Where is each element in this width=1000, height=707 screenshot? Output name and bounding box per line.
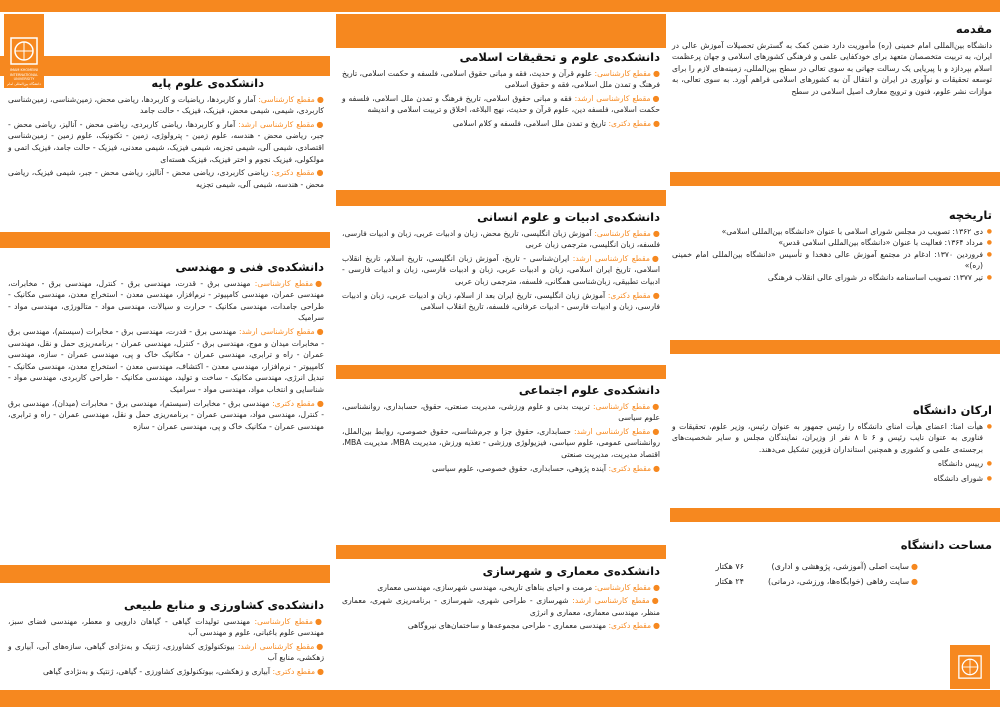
agriculture-section	[8, 600, 324, 680]
emblem-icon	[958, 655, 982, 679]
history-item: ● مرداد ۱۳۶۴: فعالیت با عنوان «دانشگاه بین‌المللی اسلامی قدس»	[672, 237, 992, 249]
band-science-top	[0, 56, 330, 76]
architecture-master: ●مقطع کارشناسی ارشد: شهرسازی - طراحی شهری، شهرسازی - برنامه‌ریزی شهری، معماری منظر، مهندسی معماری، معماری و انرژی	[342, 596, 660, 617]
history-section	[672, 210, 992, 284]
agriculture-master: ●مقطع کارشناسی ارشد: بیوتکنولوژی کشاورزی، ژنتیک و به‌نژادی گیاهی، سازه‌های آبی، آبیاری و زهکشی، منابع آب	[8, 641, 324, 663]
band-col3-2	[0, 565, 330, 583]
university-logo-small	[950, 645, 990, 689]
humanities-title: دانشکده‌ی ادبیات و علوم انسانی	[477, 210, 660, 224]
about-text: دانشگاه بین‌المللی امام خمینی (ره) مأموریت دارد ضمن کمک به گسترش تحصیلات آموزش عالی در ایران، به تربیت متخصصان متعهد برای خودکفایی علمی و فرهنگی کشورهای اسلامی و جهان پرعظمت اسلام بپردازد و با پیریایی یک رسالت جهانی به سوی تعالی در سطح بین‌المللی، زمینه‌های لازم را برای توسعه تحقیقات و نوآوری در ایران و انتقال آن به کشورهای اسلامی فراهم آورد. به سوی تعالی، به موازات نشر علوم، فنون و ترویج معارف اصیل اسلامی در سطح	[672, 40, 992, 96]
agriculture-phd: ●مقطع دکتری: آبیاری و زهکشی، بیوتکنولوژی کشاورزی - گیاهی، ژنتیک و به‌نژادی گیاهی	[42, 666, 324, 676]
social-section	[342, 385, 660, 476]
architecture-phd: ●مقطع دکتری: مهندسی معماری - طراحی مجموعه‌ها و ساختمان‌های نیروگاهی	[407, 621, 660, 631]
science-phd: ●مقطع دکتری: ریاضی کاربردی، ریاضی محض - آنالیز، ریاضی محض - جبر، شیمی فیزیک، ریاضی محض - هندسه، شیمی آلی، شیمی تجزیه	[8, 168, 324, 189]
agriculture-title: دانشکده‌ی کشاورزی و منابع طبیعی	[124, 598, 324, 612]
logo-caption: IMAM KHOMEINI INTERNATIONAL UNIVERSITY دانشگاه بین‌المللی امام خمینی	[7, 68, 41, 90]
area-row	[713, 560, 920, 574]
social-bachelor: ●مقطع کارشناسی: تربیت بدنی و علوم ورزشی، مدیریت صنعتی، حقوق، حسابداری، روانشناسی، علوم سیاسی	[342, 401, 661, 423]
humanities-phd: ●مقطع دکتری: آموزش زبان انگلیسی، تاریخ ایران بعد از اسلام، زبان و ادبیات عربی، زبان و ادبیات فارسی، زبان و ادبیات فارسی - ادبیات عرفانی، فلسفه، تاریخ انقلاب اسلامی	[342, 290, 660, 312]
area-row	[713, 575, 920, 589]
pillars-item: ● شورای دانشگاه	[672, 473, 992, 485]
pillars-title: ارکان دانشگاه	[912, 403, 992, 417]
engineering-phd: ●مقطع دکتری: مهندسی برق - مخابرات (سیستم)، مهندسی برق - مخابرات (میدان)، مهندسی برق - کنترل، مهندسی مواد، مهندسی عمران - برنامه‌ریزی حمل و نقل، مهندسی عمران - راه و ترابری، مهندسی عمران - مکانیک خاک و پی، مهندسی عمران - سازه	[8, 398, 325, 431]
science-title: دانشکده‌ی علوم پایه	[151, 76, 264, 90]
bottom-band	[0, 690, 1000, 707]
science-section	[8, 78, 324, 192]
about-section	[672, 24, 992, 100]
history-item: ● دی ۱۳۶۲: تصویب در مجلس شورای اسلامی با عنوان «دانشگاه بین‌المللی اسلامی»	[672, 226, 992, 238]
top-band	[0, 0, 1000, 12]
humanities-master: ●مقطع کارشناسی ارشد: ایران‌شناسی - تاریخ، آموزش زبان انگلیسی، تاریخ اسلام، تاریخ انقلاب اسلامی، تاریخ ایران اسلامی، زبان و ادبیات عربی، زبان و ادبیات فارسی، زبان و ادبیات فارسی - ادبیات تطبیقی، زبان‌شناسی همگانی، فلسفه، مترجمی زبان عربی	[342, 253, 660, 286]
agriculture-bachelor: ●مقطع کارشناسی: مهندسی تولیدات گیاهی - گیاهان دارویی و معطر، مهندسی فضای سبز، مهندسی علوم باغبانی، علوم و مهندسی آب	[8, 616, 324, 638]
emblem-icon	[10, 37, 38, 65]
area-label: ●سایت اصلی (آموزشی، پژوهشی و اداری)	[771, 561, 918, 571]
band-col1-3	[670, 508, 1000, 522]
humanities-section	[342, 212, 660, 315]
architecture-section	[342, 566, 660, 634]
about-title: مقدمه	[955, 22, 992, 36]
history-title: تاریخچه	[948, 208, 992, 222]
area-label: ●سایت رفاهی (خوابگاه‌ها، ورزشی، درمانی)	[767, 577, 918, 587]
area-value: ۷۶ هکتار	[715, 561, 744, 571]
history-item: ● فروردین ۱۳۷۰: ادغام در مجتمع آموزش عالی دهخدا و تأسیس «دانشگاه بین‌المللی امام خمینی (ره)»	[672, 249, 992, 272]
science-master: ●مقطع کارشناسی ارشد: آمار و کاربردها، ریاضی کاربردی، ریاضی محض - آنالیز، ریاضی محض - جبر، ریاضی محض - هندسه، علوم زمین - پترولوژی، زمین - تکتونیک، علوم زمین - زمین‌شناسی اقتصادی، شیمی آلی، شیمی تجزیه، شیمی فیزیک، شیمی معدنی، فیزیک - حالت جامد، فیزیک اتمی و مولکولی، فیزیک نجوم و اختر فیزیک، فیزیک هسته‌ای	[8, 119, 325, 164]
humanities-bachelor: ●مقطع کارشناسی: آموزش زبان انگلیسی، تاریخ محض، زبان و ادبیات عربی، زبان و ادبیات فارسی، فلسفه، زبان انگلیسی، مترجمی زبان عربی	[342, 228, 660, 250]
engineering-bachelor: ●مقطع کارشناسی: مهندسی برق - قدرت، مهندسی برق - کنترل، مهندسی برق - مخابرات، مهندسی عمران، مهندسی کامپیوتر - نرم‌افزار، مهندسی معدن - استخراج معدن، مهندسی مکانیک - طراحی جامدات، مهندسی مکانیک - حرارت و سیالات، مهندسی مواد - متالورژی، مهندسی مواد - سرامیک	[8, 278, 324, 323]
band-islamic-top	[336, 14, 666, 48]
islamic-master: ●مقطع کارشناسی ارشد: فقه و مبانی حقوق اسلامی، تاریخ فرهنگ و تمدن ملل اسلامی، فلسفه و حکمت اسلامی، فلسفه دین، علوم قرآن و حدیث، نهج البلاغه، اخلاق و تربیت اسلامی و اندیشه	[342, 93, 661, 115]
band-col2-3	[336, 545, 666, 559]
islamic-bachelor: ●مقطع کارشناسی: علوم قرآن و حدیث، فقه و مبانی حقوق اسلامی، فلسفه و حکمت اسلامی، تاریخ فرهنگ و تمدن ملل اسلامی، فقه و حقوق اسلامی	[342, 68, 660, 90]
science-bachelor: ●مقطع کارشناسی: آمار و کاربردها، ریاضیات و کاربردها، ریاضی محض، زمین‌شناسی، زمین‌شناسی کاربردی، شیمی، شیمی محض، فیزیک، فیزیک - حالت جامد	[8, 94, 324, 116]
pillars-section	[672, 405, 992, 485]
area-value: ۲۴ هکتار	[715, 577, 744, 587]
history-item: ● تیر ۱۳۷۷: تصویب اساسنامه دانشگاه در شورای عالی انقلاب فرهنگی	[672, 272, 992, 284]
band-col1-1	[670, 172, 1000, 186]
social-master: ●مقطع کارشناسی ارشد: حسابداری، حقوق جزا و جرم‌شناسی، حقوق خصوصی، روابط بین‌الملل، روانشناسی عمومی، علوم سیاسی، فیزیولوژی ورزشی - تغذیه ورزش، مدیریت MBA، مدیریت MBA، اقتصاد مدیریت، مدیریت صنعتی	[342, 426, 660, 459]
architecture-title: دانشکده‌ی معماری و شهرسازی	[482, 564, 660, 578]
islamic-section	[342, 52, 660, 132]
pillars-item: ● هیأت امنا: اعضای هیأت امنای دانشگاه را رئیس جمهور به عنوان رئیس، وزیر علوم، تحقیقات و فناوری به عنوان نایب رئیس و ۶ تا ۸ نفر از وزیران، نمایندگان مجلس و سایر شخصیت‌های برجسته‌ی علمی و کشوری و همچنین استانداران قزوین تشکیل می‌دهند.	[672, 421, 992, 456]
band-col1-2	[670, 340, 1000, 354]
engineering-section	[8, 262, 324, 434]
band-col3-1	[0, 232, 330, 248]
islamic-title: دانشکده‌ی علوم و تحقیقات اسلامی	[459, 50, 660, 64]
area-table	[711, 558, 922, 591]
engineering-title: دانشکده‌ی فنی و مهندسی	[175, 260, 324, 274]
islamic-phd: ●مقطع دکتری: تاریخ و تمدن ملل اسلامی، فلسفه و کلام اسلامی	[452, 118, 660, 128]
band-col2-2	[336, 365, 666, 379]
pillars-item: ● رییس دانشگاه	[672, 458, 992, 470]
social-phd: ●مقطع دکتری: آینده پژوهی، حسابداری، حقوق خصوصی، علوم سیاسی	[432, 463, 660, 473]
area-title: مساحت دانشگاه	[900, 538, 992, 552]
band-col2-1	[336, 190, 666, 206]
area-section	[672, 540, 992, 591]
engineering-master: ●مقطع کارشناسی ارشد: مهندسی برق - قدرت، مهندسی برق - مخابرات (سیستم)، مهندسی برق - مخابرات میدان و موج، مهندسی برق - کنترل، مهندسی عمران - برنامه‌ریزی حمل و نقل، مهندسی عمران - راه و ترابری، مهندسی عمران - مکانیک خاک و پی، مهندسی عمران - سازه، مهندسی کامپیوتر - نرم‌افزار، مهندسی معدن - اکتشاف، مهندسی معدن - استخراج معدن، مهندسی مکانیک - تبدیل انرژی، مهندسی مکانیک - ساخت و تولید، مهندسی مکانیک - طراحی کاربردی، مهندسی مواد - شناسایی و انتخاب مواد، مهندسی مواد - سرامیک	[8, 326, 325, 394]
architecture-bachelor: ●مقطع کارشناسی: مرمت و احیای بناهای تاریخی، مهندسی شهرسازی، مهندسی معماری	[377, 582, 660, 592]
social-title: دانشکده‌ی علوم اجتماعی	[518, 383, 660, 397]
